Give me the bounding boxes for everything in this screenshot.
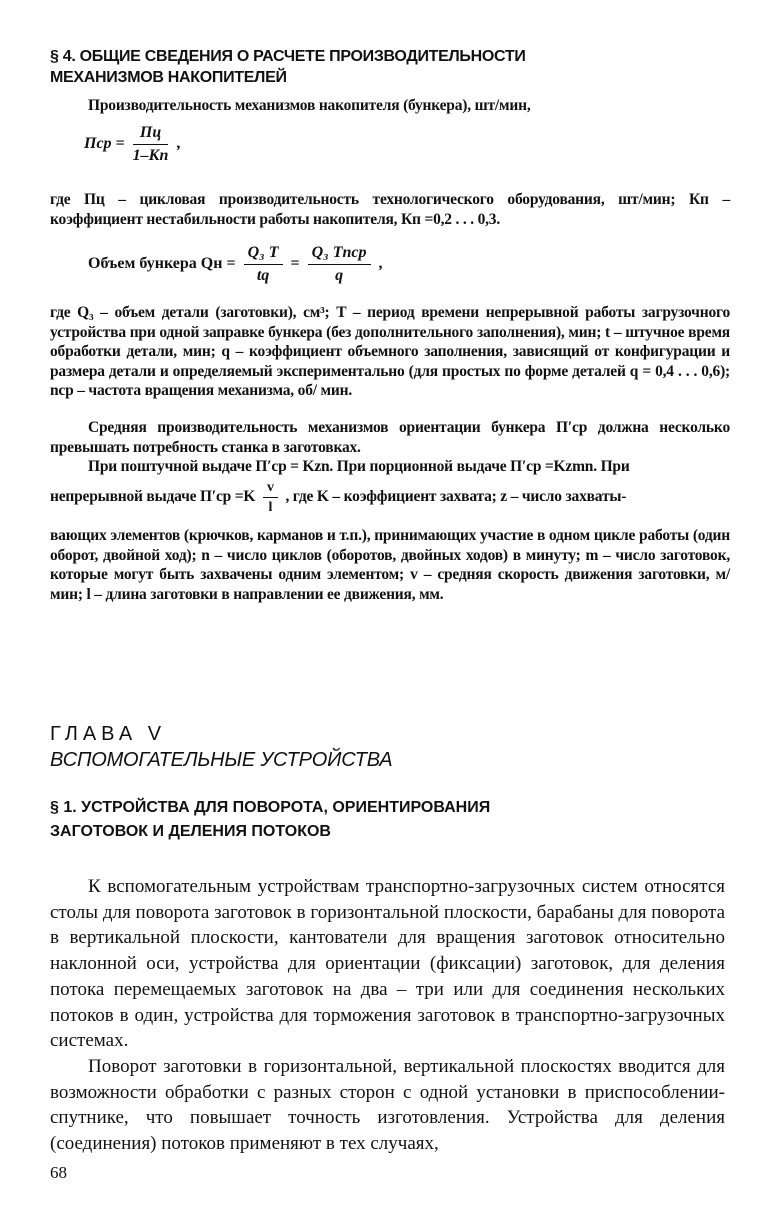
formula-productivity-fraction	[133, 124, 169, 165]
formula-bunker-volume-fraction1	[244, 244, 283, 285]
velocity-length-denominator: l	[268, 500, 273, 515]
formula-productivity	[84, 124, 180, 165]
section-1-para1: К вспомогательным устройствам транспортно-загрузочных систем относятся столы для поворота заготовок в горизонтальной плоскости, барабаны для поворота в вертикальной плоскости, кантователи для вращения заготовок относительно наклонной оси, устройства для ориентации (фиксации) заготовок, для деления потока перемещаемых заготовок на два – три или для соединения нескольких потоков в один, устройства для торможения заготовок в транспортно-загрузочных системах.	[50, 876, 725, 1052]
formula-bunker-volume-fraction2	[308, 244, 371, 285]
section-4-para4-line2-start: непрерывной выдаче П′ср =K	[50, 488, 256, 506]
section-4-para4-line1: При поштучной выдаче П′ср = Kzn. При порционной выдаче П′ср =Kzmn. При	[88, 458, 630, 475]
section-1-heading	[50, 796, 740, 844]
velocity-length-numerator: v	[263, 480, 278, 498]
chapter-label: ГЛАВА V	[50, 723, 167, 745]
section-4-para4-line2-end: , где K – коэффициент захвата; z – число захваты-	[285, 488, 627, 506]
section-4-heading-line1: § 4. ОБЩИЕ СВЕДЕНИЯ О РАСЧЕТЕ ПРОИЗВОДИТЕЛЬНОСТИ	[50, 48, 526, 65]
formula-bunker-volume-prefix: Объем бункера Qн =	[88, 255, 236, 273]
formula-productivity-lhs: Пср =	[84, 135, 125, 153]
section-4-para1: где Пц – цикловая производительность технологического оборудования, шт/мин; Кп – коэффициент нестабильности работы накопителя, Кп =0,2 . . . 0,3.	[50, 191, 730, 228]
section-4-para3: Средняя производительность механизмов ориентации бункера П′ср должна несколько превышать потребность станка в заготовках.	[50, 419, 730, 456]
formula-productivity-numerator: Пц	[133, 124, 169, 145]
formula-productivity-denominator: 1–Кп	[132, 147, 169, 164]
section-4-para4-line2	[50, 480, 730, 515]
page-number: 68	[50, 1163, 67, 1182]
section-4-para2: где Q₃ – объем детали (заготовки), см³; T – период времени непрерывной работы загрузочного устройства при одной заправке бункера (без дополнительного заполнения), мин; t – штучное время обработки детали, мин; q – коэффициент объемного заполнения, зависящий от конфигурации и размера детали и определяемый экспериментально (для простых по форме деталей q = 0,4 . . . 0,6); nср – частота вращения механизма, об/ мин.	[50, 304, 730, 399]
section-4-para4-rest: вающих элементов (крючков, карманов и т.п.), принимающих участие в одном цикле работы (один оборот, двойной ход); n – число циклов (оборотов, двойных ходов) в минуту; m – число заготовок, которые могут быть захвачены одним элементом; v – средняя скорость движения заготовки, м/мин; l – длина заготовки в направлении ее движения, мм.	[50, 527, 730, 603]
section-1-para2: Поворот заготовки в горизонтальной, вертикальной плоскостях вводится для возможности обработки с разных сторон с одной установки в приспособлении-спутнике, что повышает точность изготовления. Устройства для деления (соединения) потоков применяют в тех случаях,	[50, 1056, 725, 1155]
section-4-heading-line2: МЕХАНИЗМОВ НАКОПИТЕЛЕЙ	[50, 69, 287, 86]
section-1-heading-line1: § 1. УСТРОЙСТВА ДЛЯ ПОВОРОТА, ОРИЕНТИРОВАНИЯ	[50, 799, 491, 816]
formula-bunker-volume	[88, 244, 383, 285]
formula-bunker-volume-den1: tq	[256, 267, 270, 284]
formula-bunker-volume-num2: Q₃ Tnср	[308, 244, 371, 265]
velocity-length-fraction	[263, 480, 278, 515]
formula-bunker-volume-den2: q	[335, 267, 344, 284]
formula-productivity-tail: ,	[176, 135, 181, 153]
section-4-heading	[50, 46, 750, 88]
chapter-title: ВСПОМОГАТЕЛЬНЫЕ УСТРОЙСТВА	[50, 749, 393, 771]
formula-bunker-volume-num1: Q₃ T	[244, 244, 283, 265]
formula-bunker-volume-eq: =	[290, 255, 300, 273]
section-1-heading-line2: ЗАГОТОВОК И ДЕЛЕНИЯ ПОТОКОВ	[50, 823, 331, 840]
formula-bunker-volume-tail: ,	[378, 255, 383, 273]
section-4-intro: Производительность механизмов накопителя (бункера), шт/мин,	[88, 97, 531, 114]
